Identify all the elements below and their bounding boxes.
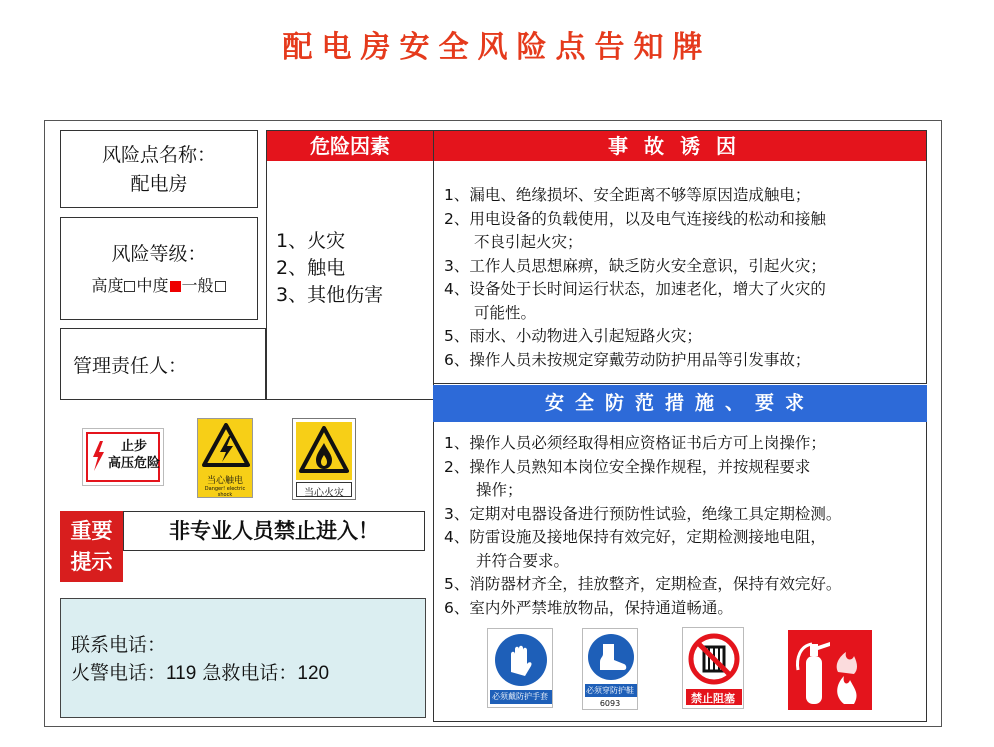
electric-shock-sign [197,418,253,498]
contact-label: 联系电话： [71,634,167,656]
notice-label-line2: 提示 [70,549,113,574]
page-title: 配电房安全风险点告知牌 [282,30,712,65]
cause-line: 3、工作人员思想麻痹，缺乏防火安全意识，引起火灾； [444,256,826,275]
risk-level-box [60,217,258,320]
cause-line: 不良引起火灾； [474,233,583,251]
measure-line: 4、防雷设施及接地保持有效完好，定期检测接地电阻， [444,528,826,546]
measure-line: 1、操作人员必须经取得相应资格证书后方可上岗操作； [444,434,826,452]
high-voltage-line2: 高压危险 [107,456,160,471]
risk-point-value: 配电房 [130,173,188,195]
unchecked-box-icon [215,281,226,292]
fire-extinguisher-sign [788,630,872,710]
risk-point-label: 风险点名称： [101,144,216,166]
fire-extinguisher-icon [788,630,872,710]
measure-line: 并符合要求。 [476,551,570,570]
contact-box [60,598,426,718]
no-blocking-sign [682,627,744,709]
causes-list [444,184,934,372]
hazards-list [276,228,383,309]
risk-point-box [60,130,258,208]
measures-list [444,432,942,620]
notice-label-line1: 重要 [70,518,113,543]
causes-header: 事故诱因 [434,131,926,161]
fire-caption: 当心火灾 [304,488,344,499]
measure-line: 6、室内外严禁堆放物品，保持通道畅通。 [444,598,733,617]
risk-level-label: 风险等级： [111,243,207,265]
contact-numbers [71,659,425,688]
lightning-icon [91,441,105,471]
boots-code: 6093 [599,699,621,708]
manager-label: 管理责任人： [73,355,188,377]
no-block-caption: 禁止阻塞 [691,692,735,705]
high-voltage-sign [82,428,164,486]
hazard-item: 2、触电 [276,257,346,279]
unchecked-box-icon [124,281,135,292]
measures-header: 安全防范措施、要求 [433,385,927,422]
electric-warning-triangle-icon [202,423,250,467]
emergency-phone-number: 120 [297,663,330,684]
safety-boots-icon [586,632,636,682]
no-blocking-icon [687,632,741,686]
important-notice-label [60,511,123,582]
risk-level-medium-label: 中度 [136,276,169,295]
notice-text: 非专业人员禁止进入！ [123,511,425,551]
risk-level-high-label: 高度 [91,276,124,295]
gloves-caption: 必须戴防护手套 [492,692,548,701]
gloves-sign [487,628,553,708]
fire-warning-sign [292,418,356,500]
checked-box-icon [170,281,181,292]
hazard-item: 1、火灾 [276,230,346,252]
fire-warning-triangle-icon [299,426,349,474]
cause-line: 6、操作人员未按规定穿戴劳动防护用品等引发事故； [444,350,811,369]
risk-level-general-label: 一般 [181,276,214,295]
measure-line: 5、消防器材齐全，挂放整齐，定期检查，保持有效完好。 [444,575,842,593]
measure-line: 操作； [476,481,523,499]
manager-box [60,328,266,400]
cause-line: 可能性。 [474,303,537,322]
cause-line: 4、设备处于长时间运行状态，加速老化，增大了火灾的 [444,280,826,298]
emergency-phone-label: 急救电话： [202,662,298,684]
measure-line: 2、操作人员熟知本岗位安全操作规程，并按规程要求 [444,457,811,476]
boots-caption: 必须穿防护鞋 [586,686,634,695]
hazard-item: 3、其他伤害 [276,284,384,306]
cause-line: 1、漏电、绝缘损坏、安全距离不够等原因造成触电； [444,186,811,204]
cause-line: 2、用电设备的负载使用，以及电气连接线的松动和接触 [444,209,826,228]
gloves-icon [493,632,549,688]
safety-boots-sign [582,628,638,710]
fire-phone-number: 119 [166,663,197,684]
cause-line: 5、雨水、小动物进入引起短路火灾； [444,327,702,345]
hazards-header: 危险因素 [267,131,433,161]
high-voltage-line1: 止步 [120,439,147,454]
measure-line: 3、定期对电器设备进行预防性试验，绝缘工具定期检测。 [444,504,842,523]
shock-caption-en: Danger! electric shock [204,486,246,498]
risk-level-options [61,273,257,296]
fire-phone-label: 火警电话： [71,662,167,684]
shock-caption: 当心触电 [206,476,243,486]
